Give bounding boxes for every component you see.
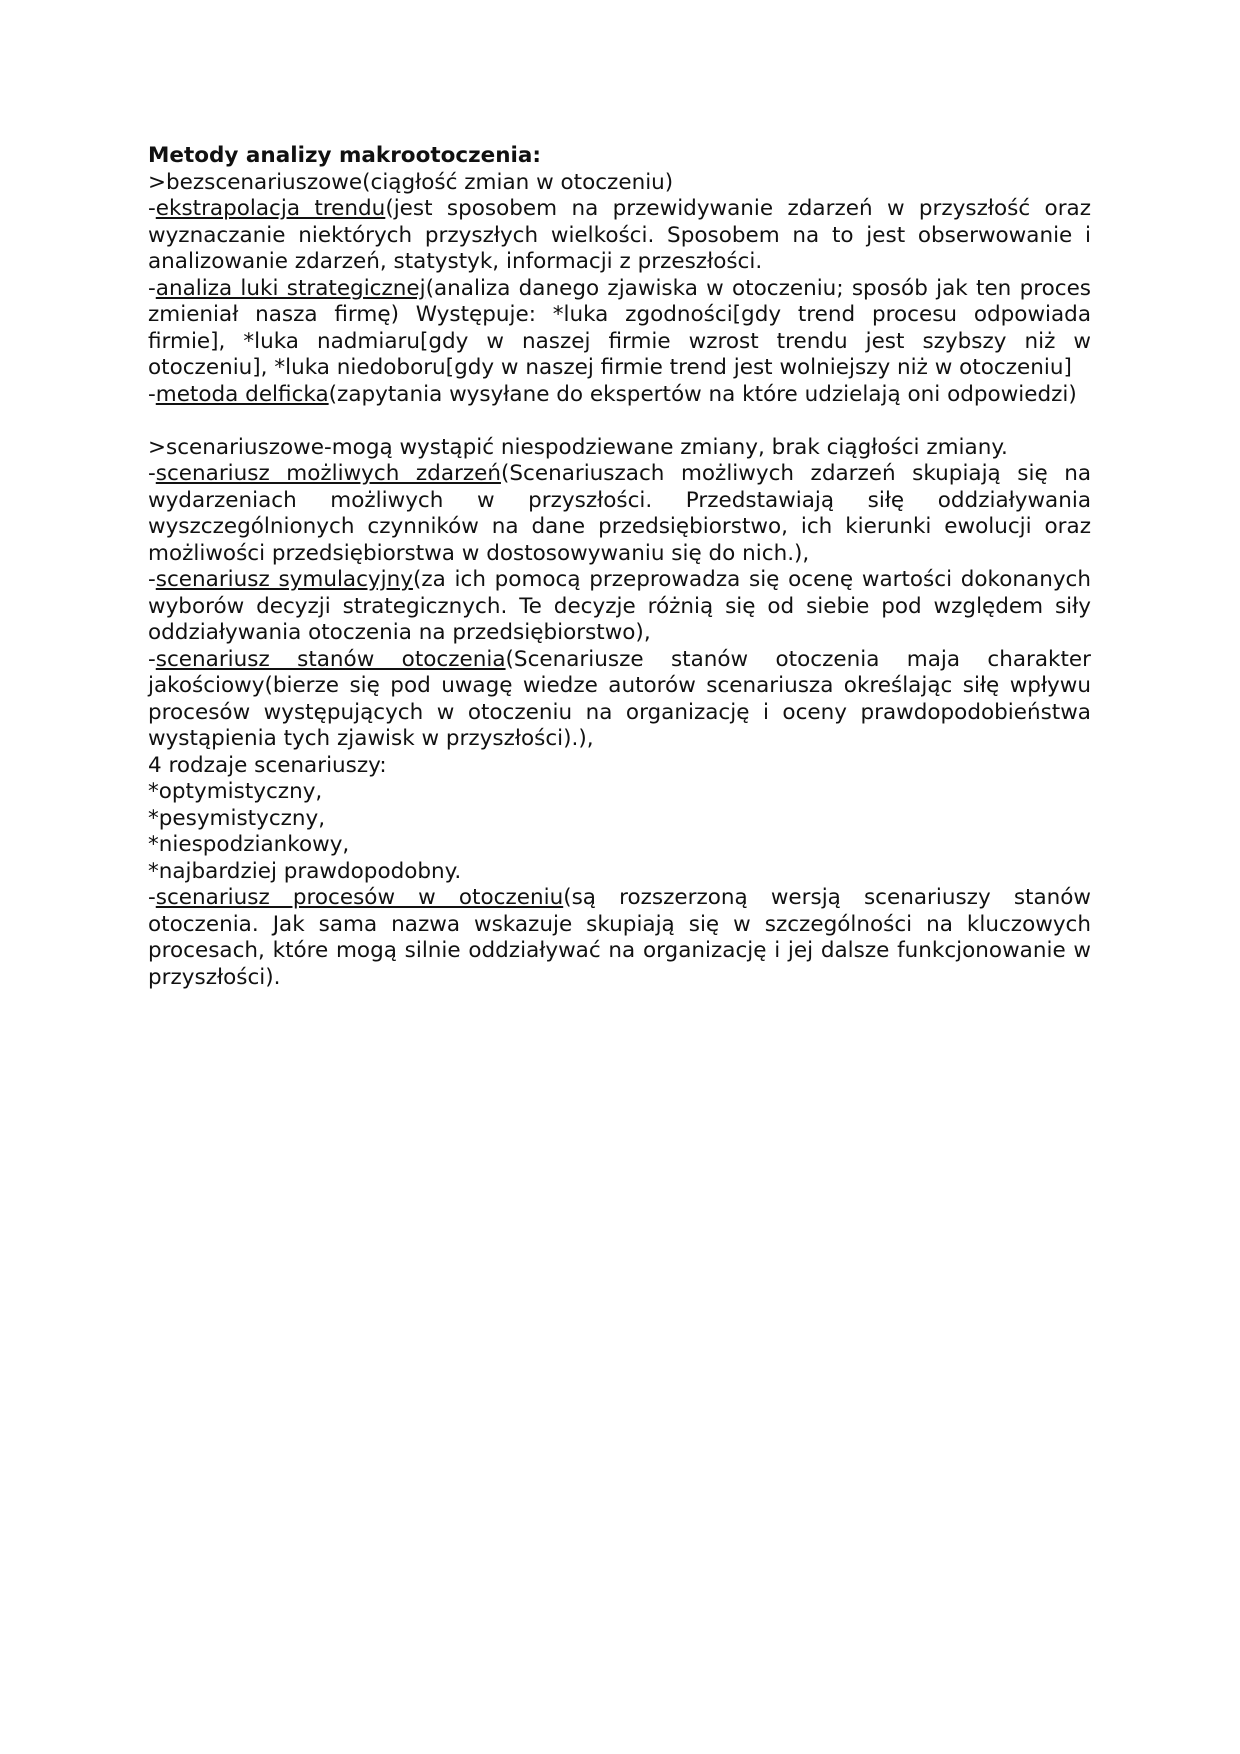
scenario-paragraph: [148, 461, 1091, 567]
scenario-description: (Scenariuszach możliwych zdarzeń skupiają się na wydarzeniach możliwych w przyszłości. Przedstawiają siłę oddziaływania wyszczególnionych czynników na dane przedsiębiorstwo, ich kierunki ewolucji oraz możliwości przedsiębiorstwa w dostosowywaniu się do nich.),: [148, 461, 1091, 566]
scenario-type-item: *niespodziankowy,: [148, 832, 350, 857]
scenario-term: scenariusz możliwych zdarzeń: [155, 461, 501, 486]
method-description: (analiza danego zjawiska w otoczeniu; sposób jak ten proces zmieniał nasza firmę) Występuje: *luka zgodności[gdy trend procesu odpowiada firmie], *luka nadmiaru[gdy w naszej firmie wzrost trendu jest szybszy niż w otoczeniu], *luka niedoboru[gdy w naszej firmie trend jest wolniejszy niż w otoczeniu]: [148, 275, 1091, 380]
method-paragraph: [148, 382, 1091, 409]
method-term: metoda delficka: [155, 381, 329, 407]
document-title: Metody analizy makrootoczenia:: [148, 143, 542, 168]
method-description: (jest sposobem na przewidywanie zdarzeń w przyszłość oraz wyznaczanie niektórych przyszłych wielkości. Sposobem na to jest obserwowanie i analizowanie zdarzeń, statystyk, informacji z przeszłości.: [148, 196, 1091, 274]
item-prefix: -: [148, 196, 156, 221]
scenario-paragraph: [148, 885, 1091, 991]
scenario-description: (za ich pomocą przeprowadza się ocenę wartości dokonanych wyborów decyzji strategicznych. Te decyzje różnią się od siebie pod względem siły oddziaływania otoczenia na przedsiębiorstwo),: [148, 567, 1091, 645]
item-prefix: -: [148, 381, 156, 407]
scenario-paragraph: [148, 567, 1091, 647]
item-prefix: -: [148, 885, 156, 910]
scenario-type-item: *najbardziej prawdopodobny.: [148, 858, 462, 884]
scenario-description: (Scenariusze stanów otoczenia maja charakter jakościowy(bierze się pod uwagę wiedze autorów scenariusza określając siłę wpływu procesów występujących w otoczeniu na organizację i oceny prawdopodobieństwa wystąpienia tych zjawisk w przyszłości).),: [148, 646, 1092, 751]
document-page: [148, 143, 1091, 991]
scenario-types-heading: 4 rodzaje scenariuszy:: [148, 752, 387, 778]
method-term: analiza luki strategicznej: [155, 275, 426, 301]
group-heading-scenario: >scenariuszowe-mogą wystąpić niespodziewane zmiany, brak ciągłości zmiany.: [148, 434, 1008, 460]
scenario-type-item: *pesymistyczny,: [148, 805, 326, 831]
scenario-description: (są rozszerzoną wersją scenariuszy stanów otoczenia. Jak sama nazwa wskazuje skupiają się w szczególności na kluczowych procesach, które mogą silnie oddziaływać na organizację i jej dalsze funkcjonowanie w przyszłości).: [148, 885, 1091, 990]
group-heading-non-scenario: >bezscenariuszowe(ciągłość zmian w otoczeniu): [148, 169, 674, 195]
scenario-term: scenariusz procesów w otoczeniu: [155, 885, 564, 910]
scenario-term: scenariusz stanów otoczenia: [155, 646, 506, 672]
method-paragraph: [148, 276, 1091, 382]
item-prefix: -: [148, 461, 156, 486]
item-prefix: -: [148, 646, 156, 672]
scenario-type-item: *optymistyczny,: [148, 779, 323, 804]
method-term: ekstrapolacja trendu: [155, 196, 386, 221]
scenario-paragraph: [148, 647, 1091, 753]
scenario-term: scenariusz symulacyjny: [155, 567, 413, 592]
item-prefix: -: [148, 567, 156, 592]
item-prefix: -: [148, 275, 156, 301]
method-paragraph: [148, 196, 1091, 276]
blank-line: [148, 408, 1091, 435]
method-description: (zapytania wysyłane do ekspertów na które udzielają oni odpowiedzi): [328, 381, 1077, 407]
